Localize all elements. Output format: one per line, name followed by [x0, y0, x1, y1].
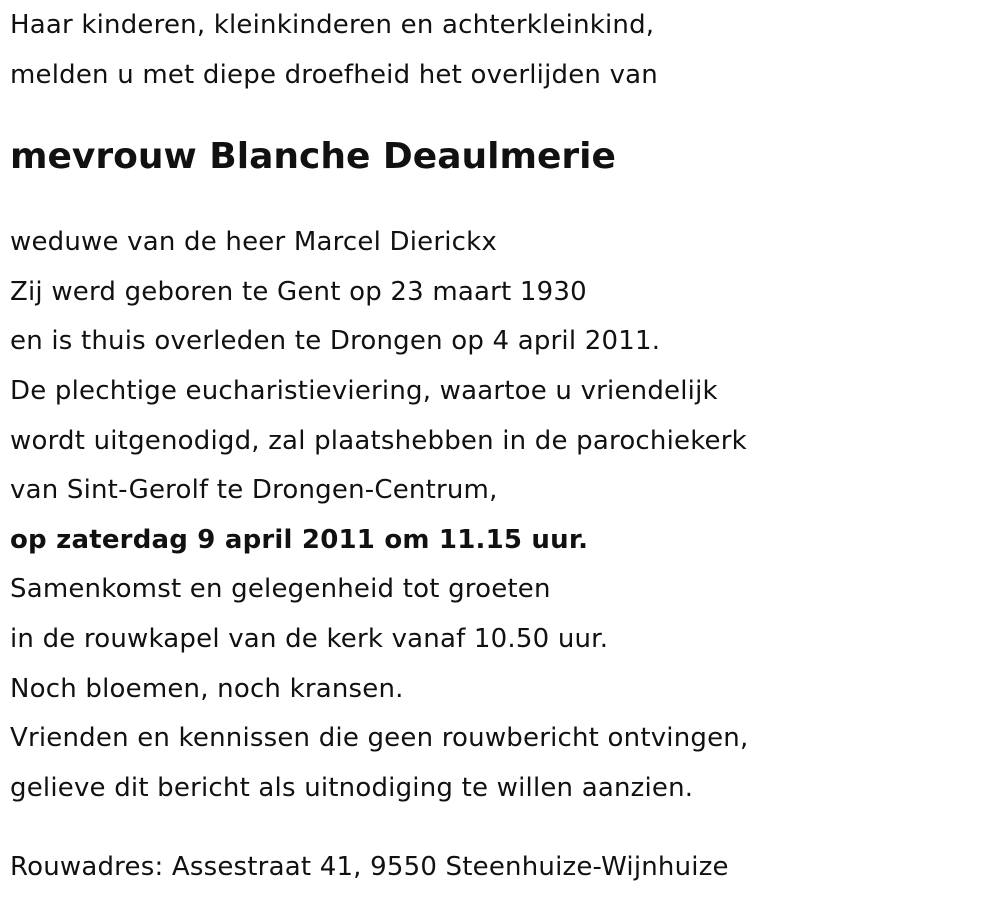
death-notice [10, 0, 990, 893]
notice-body [10, 218, 990, 813]
ceremony-line: wordt uitgenodigd, zal plaatshebben in de parochiekerk [10, 425, 747, 456]
flowers-note: Noch bloemen, noch kransen. [10, 673, 404, 704]
invite-line: gelieve dit bericht als uitnodiging te willen aanzien. [10, 772, 694, 803]
ceremony-date-time: op zaterdag 9 april 2011 om 11.15 uur. [10, 524, 589, 555]
gathering-line: in de rouwkapel van de kerk vanaf 10.50 uur. [10, 623, 609, 654]
death-line: en is thuis overleden te Drongen op 4 april 2011. [10, 326, 661, 357]
widow-of-line: weduwe van de heer Marcel Dierickx [10, 227, 497, 258]
invite-line: Vrienden en kennissen die geen rouwbericht ontvingen, [10, 723, 749, 754]
gathering-line: Samenkomst en gelegenheid tot groeten [10, 574, 551, 605]
ceremony-line: De plechtige eucharistieviering, waartoe u vriendelijk [10, 375, 718, 406]
deceased-name: mevrouw Blanche Deaulmerie [10, 136, 616, 178]
birth-line: Zij werd geboren te Gent op 23 maart 1930 [10, 276, 587, 307]
mourning-address: Rouwadres: Assestraat 41, 9550 Steenhuize-Wijnhuize [10, 852, 729, 883]
intro-line: melden u met diepe droefheid het overlijden van [10, 59, 658, 90]
ceremony-line: van Sint-Gerolf te Drongen-Centrum, [10, 475, 498, 506]
intro-block [10, 1, 990, 100]
intro-line: Haar kinderen, kleinkinderen en achterkleinkind, [10, 10, 655, 40]
